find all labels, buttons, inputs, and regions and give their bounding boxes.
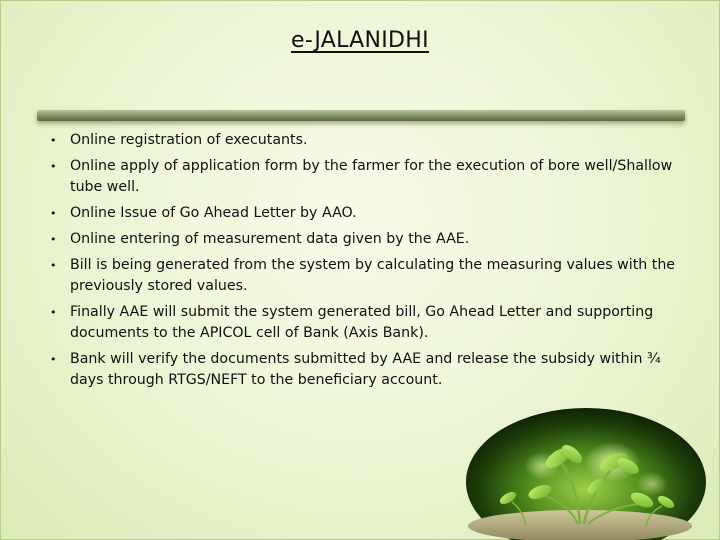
bullet-item (50, 302, 680, 344)
bullet-list (50, 130, 680, 396)
bullet-item (50, 255, 680, 297)
bullet-item (50, 156, 680, 198)
bullet-dot-icon: • (50, 233, 57, 246)
bullet-item (50, 203, 680, 224)
bullet-text: Online entering of measurement data given by the AAE. (70, 231, 470, 247)
seedling-plant-image (462, 404, 710, 540)
bullet-dot-icon: • (50, 160, 57, 173)
bullet-text: Online Issue of Go Ahead Letter by AAO. (70, 205, 357, 221)
bullet-item (50, 229, 680, 250)
bullet-text: Bank will verify the documents submitted by AAE and release the subsidy within ¾ days through RTGS/NEFT to the beneficiary account. (70, 351, 661, 388)
title-divider (37, 110, 685, 121)
bullet-item (50, 349, 680, 391)
bullet-dot-icon: • (50, 353, 57, 366)
bullet-text: Online registration of executants. (70, 132, 308, 148)
slide-title: e-JALANIDHI (291, 28, 429, 53)
bullet-item (50, 130, 680, 151)
bullet-dot-icon: • (50, 306, 57, 319)
bullet-text: Bill is being generated from the system by calculating the measuring values with the previously stored values. (70, 257, 676, 294)
bullet-text: Online apply of application form by the farmer for the execution of bore well/Shallow tube well. (70, 158, 673, 195)
bullet-dot-icon: • (50, 207, 57, 220)
bullet-text: Finally AAE will submit the system generated bill, Go Ahead Letter and supporting documents to the APICOL cell of Bank (Axis Bank). (70, 304, 654, 341)
bullet-dot-icon: • (50, 259, 57, 272)
bullet-dot-icon: • (50, 134, 57, 147)
